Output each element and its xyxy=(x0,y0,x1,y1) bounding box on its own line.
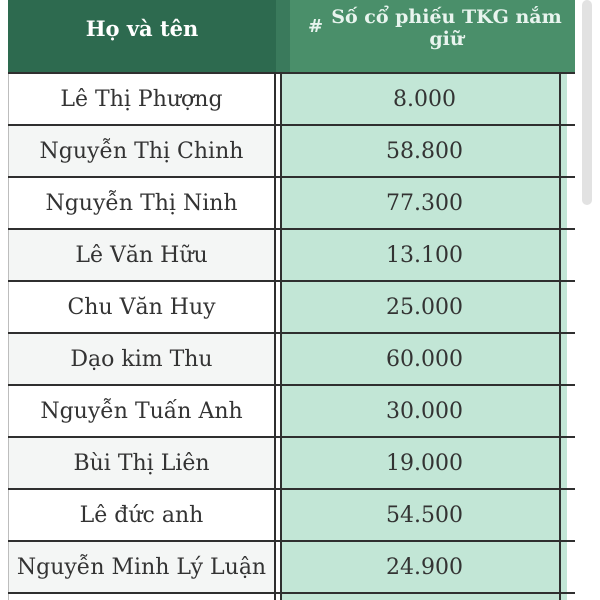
table-row xyxy=(8,438,575,490)
shares-cell[interactable]: 30.000 xyxy=(282,386,567,436)
cell-shares-partial xyxy=(282,594,567,600)
shares-cell[interactable]: 58.800 xyxy=(282,126,567,176)
shares-cell[interactable]: 25.000 xyxy=(282,282,567,332)
table-row xyxy=(8,282,575,334)
header-shares-column[interactable] xyxy=(290,0,575,72)
shares-cell[interactable]: 54.500 xyxy=(282,490,567,540)
table-body xyxy=(8,74,575,600)
table-right-border xyxy=(559,72,561,600)
table-row xyxy=(8,74,575,126)
table-row xyxy=(8,490,575,542)
name-cell[interactable]: Nguyễn Thị Chinh xyxy=(8,126,276,176)
name-cell[interactable]: Chu Văn Huy xyxy=(8,282,276,332)
name-cell[interactable]: Lê Thị Phượng xyxy=(8,74,276,124)
name-cell[interactable]: Nguyễn Minh Lý Luận xyxy=(8,542,276,592)
shares-cell[interactable]: 8.000 xyxy=(282,74,567,124)
shares-cell[interactable]: 24.900 xyxy=(282,542,567,592)
header-name-label: Họ và tên xyxy=(85,15,199,41)
header-shares-label: Số cổ phiếu TKG nắm giữ xyxy=(331,6,562,50)
header-divider xyxy=(276,0,290,72)
name-cell[interactable]: Bùi Thị Liên xyxy=(8,438,276,488)
table-header xyxy=(8,0,575,74)
name-cell[interactable]: Dạo kim Thu xyxy=(8,334,276,384)
shares-cell[interactable]: 19.000 xyxy=(282,438,567,488)
scrollbar-thumb[interactable] xyxy=(582,0,592,205)
shares-cell[interactable]: 60.000 xyxy=(282,334,567,384)
table-row xyxy=(8,178,575,230)
header-name-column[interactable] xyxy=(8,0,276,72)
name-cell[interactable]: Lê đức anh xyxy=(8,490,276,540)
scrollbar[interactable] xyxy=(575,0,600,600)
table-row xyxy=(8,126,575,178)
shares-cell[interactable]: 77.300 xyxy=(282,178,567,228)
table-row xyxy=(8,230,575,282)
name-cell[interactable]: Lê Văn Hữu xyxy=(8,230,276,280)
table-row xyxy=(8,542,575,594)
table-row xyxy=(8,386,575,438)
table-row xyxy=(8,334,575,386)
cell-name-partial xyxy=(8,594,276,600)
header-hash-label: # xyxy=(308,16,324,37)
table-row-partial xyxy=(8,594,575,600)
shareholder-table xyxy=(8,0,575,600)
shares-cell[interactable]: 13.100 xyxy=(282,230,567,280)
name-cell[interactable]: Nguyễn Tuấn Anh xyxy=(8,386,276,436)
name-cell[interactable]: Nguyễn Thị Ninh xyxy=(8,178,276,228)
